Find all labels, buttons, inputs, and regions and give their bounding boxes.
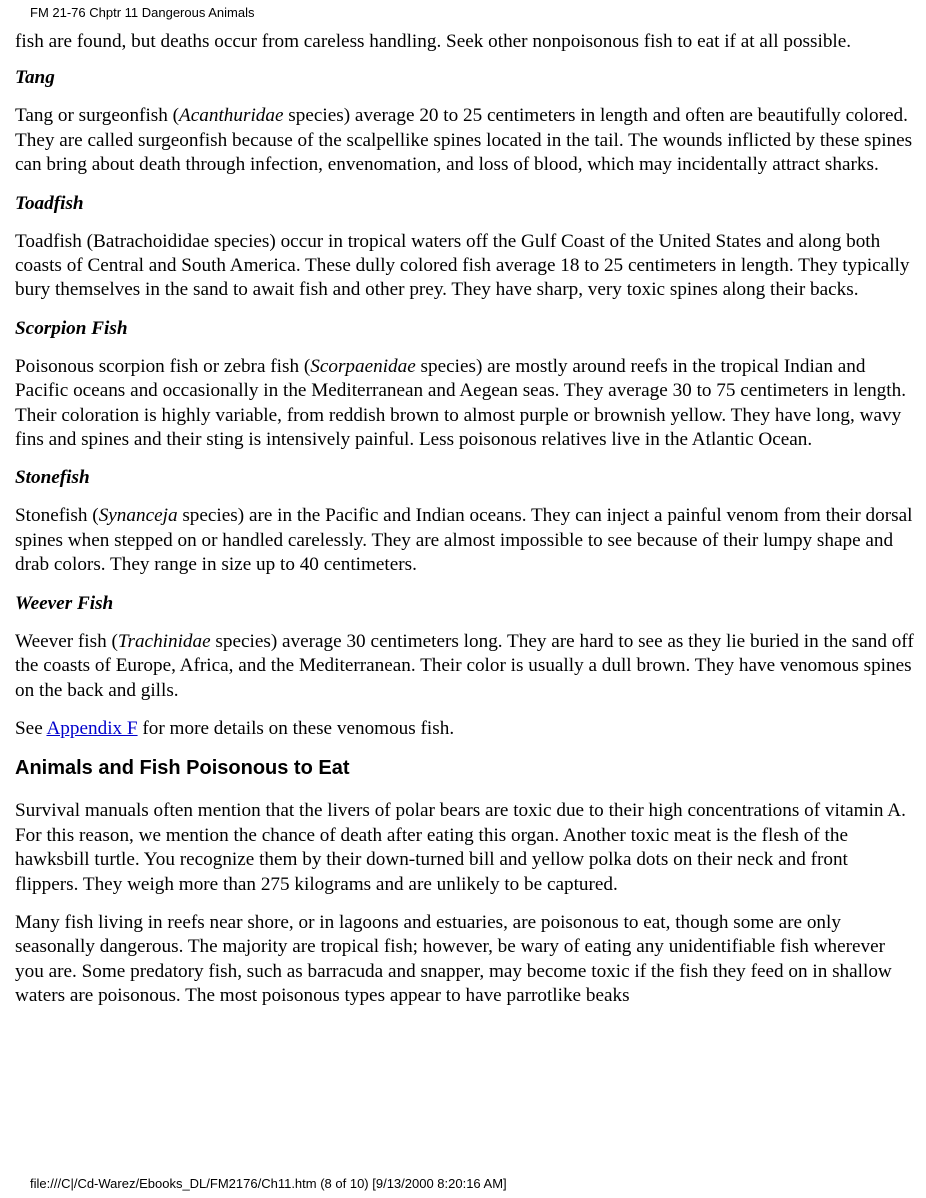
heading-scorpion-fish: Scorpion Fish: [15, 317, 128, 339]
document-body: [15, 30, 915, 1023]
heading-tang: Tang: [15, 67, 55, 89]
intro-paragraph: fish are found, but deaths occur from careless handling. Seek other nonpoisonous fish to eat if at all possible.: [15, 31, 852, 52]
paragraph-toadfish: Toadfish (Batrachoididae species) occur in tropical waters off the Gulf Coast of the United States and along both coasts of Central and South America. These dully colored fish average 18 to 25 centimeters in length. They typically bury themselves in the sand to await fish and other prey. They have sharp, very toxic spines along their backs.: [15, 230, 910, 301]
see-also-paragraph: See Appendix F for more details on these venomous fish.: [15, 717, 455, 739]
page-footer: file:///C|/Cd-Warez/Ebooks_DL/FM2176/Ch11.htm (8 of 10) [9/13/2000 8:20:16 AM]: [30, 1176, 507, 1191]
heading-poisonous-to-eat: Animals and Fish Poisonous to Eat: [15, 757, 350, 780]
heading-stonefish: Stonefish: [15, 467, 90, 489]
heading-weever-fish: Weever Fish: [15, 592, 114, 614]
paragraph-scorpion-fish: Poisonous scorpion fish or zebra fish (Scorpaenidae species) are mostly around reefs in the tropical Indian and Pacific oceans and occasionally in the Mediterranean and Aegean seas. They average 30 to 75 centimeters in length. Their coloration is highly variable, from reddish brown to almost purple or brownish yellow. They have long, wavy fins and spines and their sting is intensively painful. Less poisonous relatives live in the Atlantic Ocean.: [15, 355, 906, 451]
paragraph-reef-fish: Many fish living in reefs near shore, or in lagoons and estuaries, are poisonous to eat, though some are only seasonally dangerous. The majority are tropical fish; however, be wary of eating any unidentifiable fish wherever you are. Some predatory fish, such as barracuda and snapper, may become toxic if the fish they feed on in shallow waters are poisonous. The most poisonous types appear to have parrotlike beaks: [15, 911, 892, 1007]
paragraph-stonefish: Stonefish (Synanceja species) are in the Pacific and Indian oceans. They can inject a painful venom from their dorsal spines when stepped on or handled carelessly. They are almost impossible to see because of their lumpy shape and drab colors. They range in size up to 40 centimeters.: [15, 505, 913, 576]
appendix-f-link[interactable]: Appendix F: [46, 717, 138, 739]
paragraph-polar-bears: Survival manuals often mention that the livers of polar bears are toxic due to their high concentrations of vitamin A. For this reason, we mention the chance of death after eating this organ. Another toxic meat is the flesh of the hawksbill turtle. You recognize them by their down-turned bill and yellow polka dots on their neck and front flippers. They weigh more than 275 kilograms and are unlikely to be captured.: [15, 800, 906, 895]
paragraph-tang: Tang or surgeonfish (Acanthuridae species) average 20 to 25 centimeters in length and often are beautifully colored. They are called surgeonfish because of the scalpellike spines located in the tail. The wounds inflicted by these spines can bring about death through infection, envenomation, and loss of blood, which may incidentally attract sharks.: [15, 105, 913, 176]
paragraph-weever-fish: Weever fish (Trachinidae species) average 30 centimeters long. They are hard to see as they lie buried in the sand off the coasts of Europe, Africa, and the Mediterranean. Their color is usually a dull brown. They have venomous spines on the back and gills.: [15, 630, 914, 701]
page-header: FM 21-76 Chptr 11 Dangerous Animals: [30, 5, 255, 20]
heading-toadfish: Toadfish: [15, 192, 84, 214]
